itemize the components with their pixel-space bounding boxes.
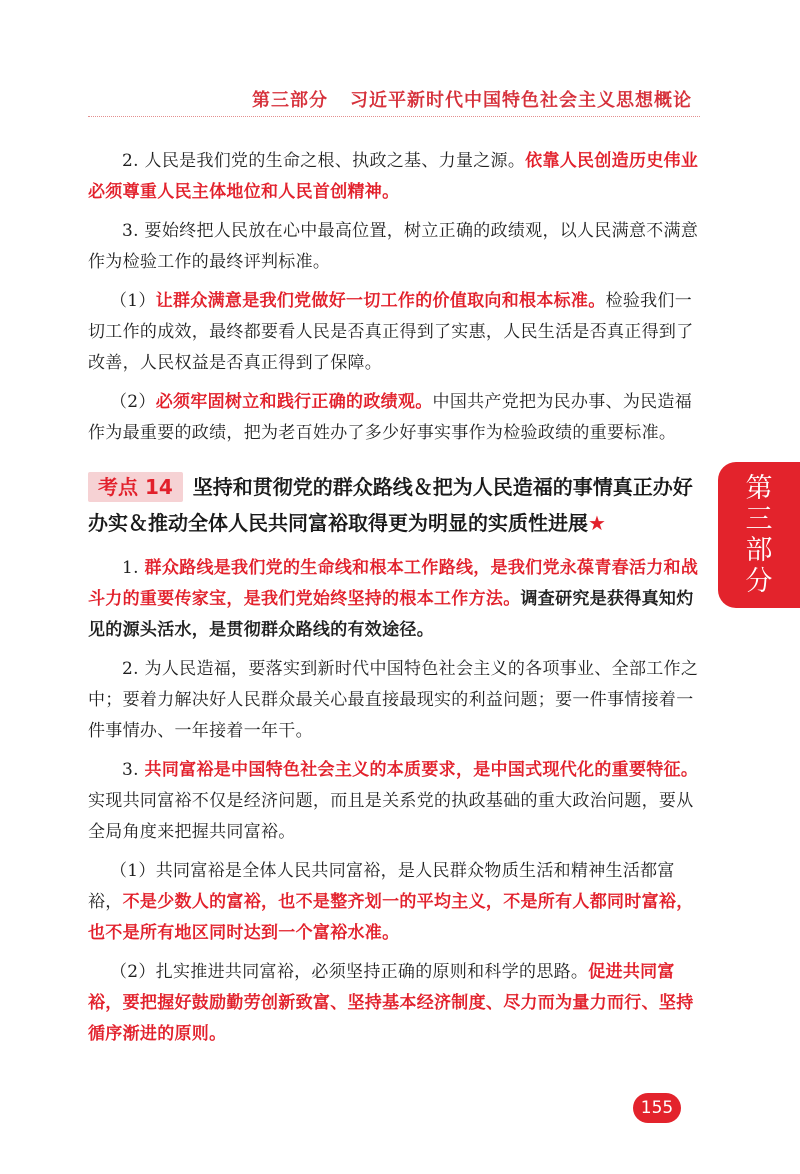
paragraph-s2-3-1: （1）共同富裕是全体人民共同富裕，是人民群众物质生活和精神生活都富裕，不是少数人的富裕，也不是整齐划一的平均主义，不是所有人都同时富裕，也不是所有地区同时达到一个富裕水准。 (88, 861, 694, 943)
kaodian-badge: 考点 14 (88, 472, 183, 502)
header-divider (88, 116, 700, 117)
paragraph-s2-3: 3. 共同富裕是中国特色社会主义的本质要求，是中国式现代化的重要特征。实现共同富裕不仅是经济问题，而且是关系党的执政基础的重大政治问题，要从全局角度来把握共同富裕。 (88, 760, 699, 842)
header-part: 第三部分 (252, 90, 328, 111)
kaodian-heading (88, 469, 700, 541)
star-icon: ★ (588, 511, 606, 535)
paragraph-s1-3: 3. 要始终把人民放在心中最高位置，树立正确的政绩观，以人民满意不满意作为检验工作的最终评判标准。 (88, 221, 699, 272)
header-book-title: 习近平新时代中国特色社会主义思想概论 (350, 90, 692, 111)
paragraph-s1-2: 2. 人民是我们党的生命之根、执政之基、力量之源。依靠人民创造历史伟业必须尊重人民主体地位和人民首创精神。 (88, 151, 699, 202)
kaodian-title: 坚持和贯彻党的群众路线＆把为人民造福的事情真正办好办实＆推动全体人民共同富裕取得更为明显的实质性进展 (88, 475, 693, 535)
running-header (252, 86, 692, 112)
page-number: 155 (633, 1093, 681, 1123)
paragraph-s2-1: 1. 群众路线是我们党的生命线和根本工作路线，是我们党永葆青春活力和战斗力的重要传家宝，是我们党始终坚持的根本工作方法。调查研究是获得真知灼见的源头活水，是贯彻群众路线的有效途径。 (88, 558, 699, 640)
paragraph-s2-3-2: （2）扎实推进共同富裕，必须坚持正确的原则和科学的思路。促进共同富裕，要把握好鼓励勤劳创新致富、坚持基本经济制度、尽力而为量力而行、坚持循序渐进的原则。 (88, 962, 694, 1044)
paragraph-s1-3-1: （1）让群众满意是我们党做好一切工作的价值取向和根本标准。检验我们一切工作的成效，最终都要看人民是否真正得到了实惠，人民生活是否真正得到了改善，人民权益是否真正得到了保障。 (88, 291, 694, 373)
paragraph-s2-2: 2. 为人民造福，要落实到新时代中国特色社会主义的各项事业、全部工作之中；要着力解决好人民群众最关心最直接最现实的利益问题；要一件事情接着一件事情办、一年接着一年干。 (88, 659, 699, 741)
section-side-tab: 第三部分 (718, 462, 800, 608)
paragraph-s1-3-2: （2）必须牢固树立和践行正确的政绩观。中国共产党把为民办事、为民造福作为最重要的政绩，把为老百姓办了多少好事实事作为检验政绩的重要标准。 (88, 392, 693, 443)
page-body (88, 146, 700, 1058)
